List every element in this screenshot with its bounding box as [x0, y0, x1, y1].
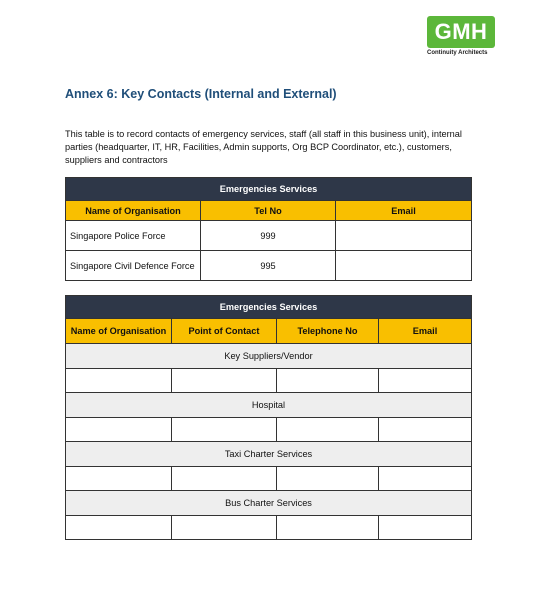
tel-cell: 995 [201, 251, 336, 281]
blank-cell[interactable] [379, 369, 472, 393]
logo-tagline: Continuity Architects [427, 50, 488, 56]
table-row [66, 467, 472, 491]
column-header-tel: Tel No [201, 201, 336, 221]
blank-cell[interactable] [66, 516, 172, 540]
gmh-logo [427, 16, 499, 56]
column-header-email: Email [336, 201, 472, 221]
blank-cell[interactable] [277, 467, 379, 491]
key-contacts-table [65, 295, 472, 540]
column-header-organisation: Name of Organisation [66, 201, 201, 221]
section-row-hospital: Hospital [66, 393, 472, 418]
blank-cell[interactable] [66, 418, 172, 442]
blank-cell[interactable] [277, 418, 379, 442]
organisation-cell: Singapore Police Force [66, 221, 201, 251]
blank-cell[interactable] [172, 516, 277, 540]
logo-mark: GMH [427, 16, 495, 48]
blank-cell[interactable] [66, 467, 172, 491]
emergency-services-table [65, 177, 472, 281]
email-cell[interactable] [336, 221, 472, 251]
blank-cell[interactable] [379, 467, 472, 491]
column-header-telephone: Telephone No [277, 319, 379, 344]
column-header-email: Email [379, 319, 472, 344]
table-row [66, 516, 472, 540]
blank-cell[interactable] [379, 418, 472, 442]
blank-cell[interactable] [277, 516, 379, 540]
organisation-cell: Singapore Civil Defence Force [66, 251, 201, 281]
blank-cell[interactable] [172, 369, 277, 393]
section-row-suppliers: Key Suppliers/Vendor [66, 344, 472, 369]
intro-paragraph: This table is to record contacts of emergency services, staff (all staff in this business unit), internal parties (headquarter, IT, HR, Facilities, Admin supports, Org BCP Coordinator, etc.), customers, suppliers and contractors [65, 129, 462, 165]
column-header-organisation: Name of Organisation [66, 319, 172, 344]
section-row-taxi: Taxi Charter Services [66, 442, 472, 467]
blank-cell[interactable] [379, 516, 472, 540]
blank-cell[interactable] [172, 467, 277, 491]
section-row-bus: Bus Charter Services [66, 491, 472, 516]
table-row [66, 221, 472, 251]
table-row [66, 251, 472, 281]
tel-cell: 999 [201, 221, 336, 251]
table-caption: Emergencies Services [66, 178, 472, 201]
blank-cell[interactable] [277, 369, 379, 393]
column-header-contact: Point of Contact [172, 319, 277, 344]
email-cell[interactable] [336, 251, 472, 281]
blank-cell[interactable] [66, 369, 172, 393]
table-row [66, 369, 472, 393]
table-caption: Emergencies Services [66, 296, 472, 319]
table-row [66, 418, 472, 442]
blank-cell[interactable] [172, 418, 277, 442]
page-title: Annex 6: Key Contacts (Internal and External) [65, 87, 337, 101]
